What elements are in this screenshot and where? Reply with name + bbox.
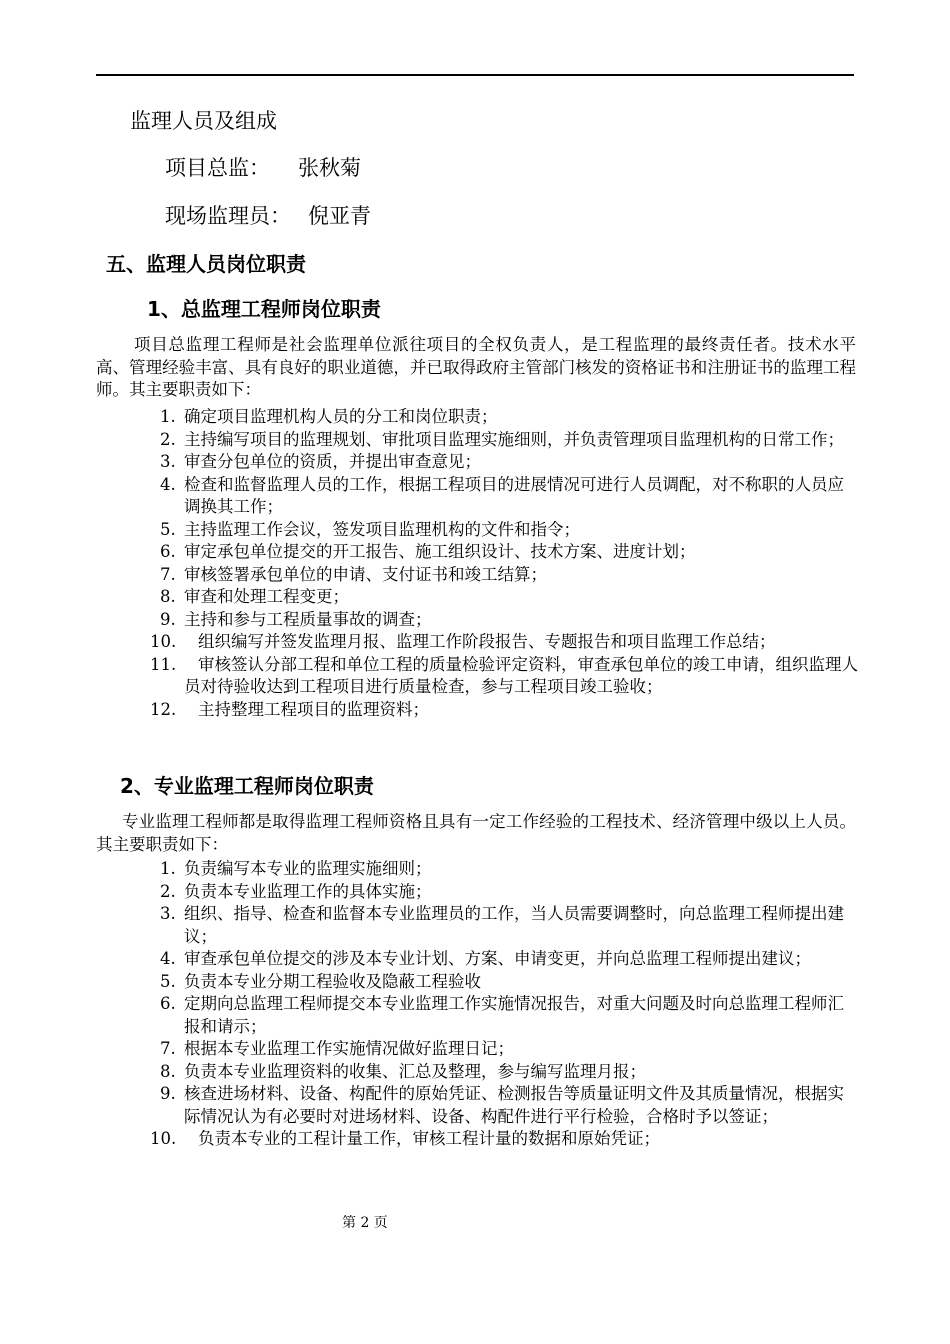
list-item (150, 699, 860, 722)
chief-duties-list (150, 406, 860, 721)
chief-engineer-intro: 项目总监理工程师是社会监理单位派往项目的全权负责人，是工程监理的最终责任者。技术水平高、管理经验丰富、具有良好的职业道德，并已取得政府主管部门核发的资格证书和注册证书的监理工程师。其主要职责如下： (96, 335, 856, 399)
list-item-number: 6. (160, 542, 176, 561)
list-item-text: 审核签署承包单位的申请、支付证书和竣工结算； (184, 564, 547, 584)
chief-engineer-title: 1、总监理工程师岗位职责 (147, 297, 381, 321)
list-item-number: 1. (160, 407, 176, 426)
list-item-text: 主持监理工作会议，签发项目监理机构的文件和指令； (184, 519, 580, 539)
list-item-number: 7. (160, 564, 176, 584)
list-item-number: 5. (160, 971, 176, 991)
list-item-number: 7. (160, 1039, 176, 1058)
list-item (150, 1061, 860, 1084)
list-item-text: 负责本专业分期工程验收及隐蔽工程验收 (184, 971, 481, 991)
specialist-engineer-intro: 专业监理工程师都是取得监理工程师资格且具有一定工作经验的工程技术、经济管理中级以上人员。其主要职责如下： (96, 812, 856, 854)
list-item-number: 9. (160, 609, 176, 629)
list-item-text: 审查和处理工程变更； (184, 587, 349, 606)
list-item (150, 564, 860, 587)
list-item (150, 1083, 860, 1128)
list-item-text: 审查分包单位的资质，并提出审查意见； (184, 452, 481, 471)
list-item (150, 429, 860, 452)
list-item-text: 负责编写本专业的监理实施细则； (184, 859, 432, 878)
list-item-number: 10. (150, 632, 177, 651)
specialist-duties-list (150, 858, 860, 1151)
list-item-text: 审核签认分部工程和单位工程的质量检验评定资料，审查承包单位的竣工申请，组织监理人员对待验收达到工程项目进行质量检查，参与工程项目竣工验收； (184, 654, 858, 696)
list-item-text: 主持编写项目的监理规划、审批项目监理实施细则，并负责管理项目监理机构的日常工作； (184, 429, 844, 449)
list-item (150, 1038, 860, 1061)
page-number: 第 2 页 (342, 1215, 388, 1231)
list-item-text: 负责本专业监理工作的具体实施； (184, 881, 432, 901)
list-item-text: 主持和参与工程质量事故的调查； (184, 609, 432, 629)
list-item (150, 474, 860, 519)
list-item-number: 5. (160, 519, 176, 539)
site-label: 现场监理员： (165, 204, 291, 228)
list-item-text: 组织、指导、检查和监督本专业监理员的工作，当人员需要调整时，向总监理工程师提出建议； (184, 904, 844, 946)
list-item-number: 4. (160, 474, 176, 494)
list-item-text: 检查和监督监理人员的工作，根据工程项目的进展情况可进行人员调配，对不称职的人员应调换其工作； (184, 474, 844, 516)
list-item-text: 主持整理工程项目的监理资料； (198, 699, 429, 719)
list-item-number: 10. (150, 1129, 177, 1148)
list-item-text: 组织编写并签发监理月报、监理工作阶段报告、专题报告和项目监理工作总结； (198, 632, 776, 651)
list-item (150, 609, 860, 632)
list-item (150, 948, 860, 971)
list-item (150, 654, 860, 699)
list-item-number: 8. (160, 587, 176, 606)
list-item-number: 11. (150, 654, 177, 674)
list-item-text: 审查承包单位提交的涉及本专业计划、方案、申请变更，并向总监理工程师提出建议； (184, 949, 811, 968)
list-item-number: 8. (160, 1061, 176, 1081)
list-item-number: 3. (160, 904, 176, 923)
chief-name: 张秋菊 (298, 156, 361, 180)
header-rule (96, 74, 854, 76)
list-item-number: 2. (160, 881, 176, 901)
list-item (150, 903, 860, 948)
list-item-text: 确定项目监理机构人员的分工和岗位职责； (184, 407, 498, 426)
list-item-text: 核查进场材料、设备、构配件的原始凭证、检测报告等质量证明文件及其质量情况，根据实际情况认为有必要时对进场材料、设备、构配件进行平行检验，合格时予以签证； (184, 1084, 844, 1126)
list-item-text: 负责本专业的工程计量工作，审核工程计量的数据和原始凭证； (198, 1129, 660, 1148)
list-item-number: 6. (160, 994, 176, 1013)
list-item (150, 541, 860, 564)
list-item (150, 519, 860, 542)
list-item-number: 12. (150, 699, 177, 719)
section5-title: 五、监理人员岗位职责 (106, 252, 306, 276)
list-item (150, 858, 860, 881)
list-item (150, 881, 860, 904)
chief-label: 项目总监： (165, 156, 270, 180)
list-item (150, 1128, 860, 1151)
list-item-number: 2. (160, 429, 176, 449)
list-item (150, 406, 860, 429)
list-item-number: 3. (160, 452, 176, 471)
list-item (150, 631, 860, 654)
list-item (150, 586, 860, 609)
list-item (150, 993, 860, 1038)
list-item-number: 9. (160, 1084, 176, 1103)
list-item-number: 4. (160, 949, 176, 968)
list-item (150, 451, 860, 474)
site-name: 倪亚青 (308, 204, 371, 228)
list-item (150, 971, 860, 994)
list-item-text: 负责本专业监理资料的收集、汇总及整理，参与编写监理月报； (184, 1061, 646, 1081)
specialist-engineer-title: 2、专业监理工程师岗位职责 (120, 774, 374, 798)
list-item-text: 根据本专业监理工作实施情况做好监理日记； (184, 1039, 514, 1058)
list-item-number: 1. (160, 859, 176, 878)
staff-heading: 监理人员及组成 (130, 109, 277, 133)
list-item-text: 定期向总监理工程师提交本专业监理工作实施情况报告，对重大问题及时向总监理工程师汇报和请示； (184, 994, 844, 1036)
list-item-text: 审定承包单位提交的开工报告、施工组织设计、技术方案、进度计划； (184, 542, 696, 561)
